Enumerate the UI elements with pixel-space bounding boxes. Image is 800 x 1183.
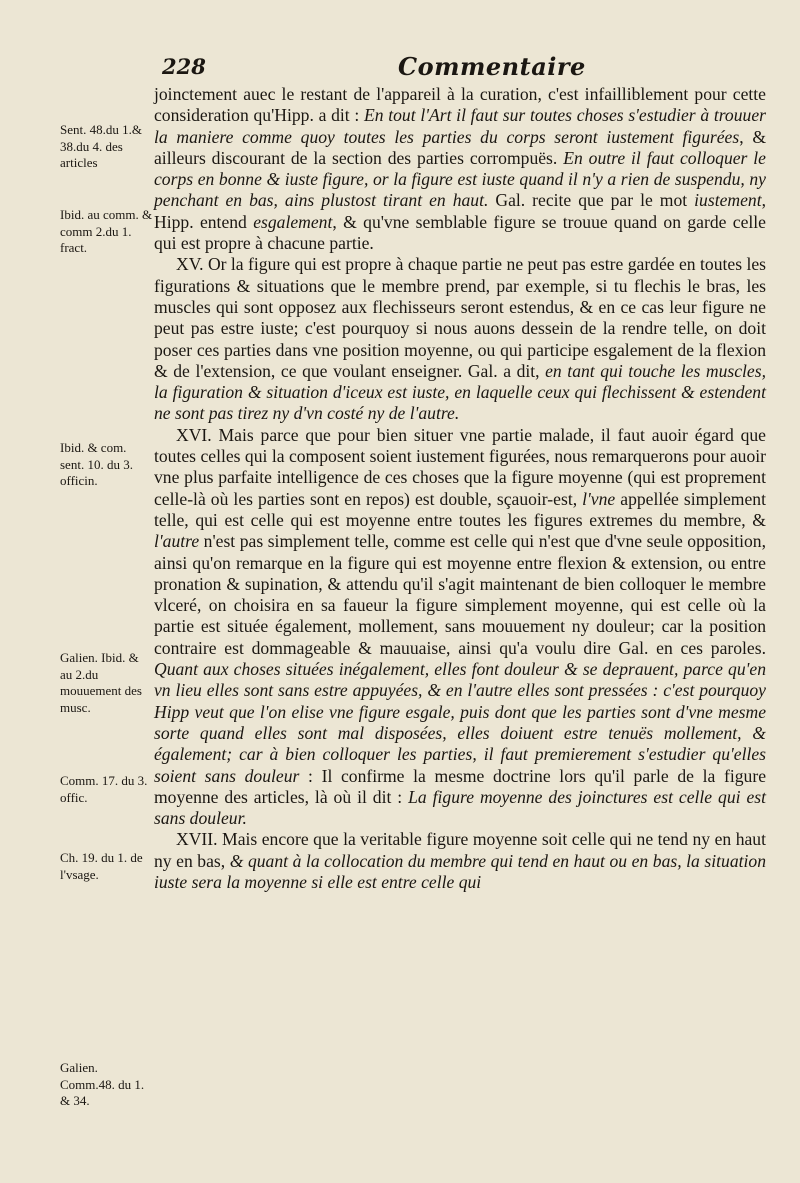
- margin-note: Comm. 17. du 3. offic.: [60, 773, 148, 805]
- text-run: XV. Or la figure qui est propre à chaque partie ne peut pas estre gardée en toutes les figurations & situations que le membre prend, par exemple, si tu flechis le bras, les muscles qui sont opposez aux flechisseurs seront estendus, & en ce cas leur figure ne peut pas estre iuste; c'est pourquoy si nous auons dessein de la rendre telle, on doit poser ces parties dans vne position moyenne, ou qui participe esgalement de la flexion & de l'extension, ce que voulant enseigner. Gal. a dit,: [154, 254, 766, 381]
- margin-note: Sent. 48.du 1.& 38.du 4. des articles: [60, 122, 142, 170]
- text-run: n'est pas simplement telle, comme est celle qui n'est que d'vne seule opposition, ainsi qu'on remarque en la figure qui est moyenne entre flexion & extension, ou entre pronation & supination, & attendu qu'il s'agit maintenant de bien colloquer le membre vlceré, on choisira en sa faueur la figure simplement moyenne, qui est celle où la partie est située également, mollement, sans mouuement ny douleur; car la position contraire est dommageable & mauuaise, ainsi qu'a voulu dire Gal. en ces paroles.: [154, 531, 766, 658]
- italic-run: en tant qui touche les muscles, la figuration & situation d'iceux est iuste, en laquelle ceux qui flechissent & estendent ne sont pas tirez ny d'vn costé ny de l'autre.: [154, 360, 766, 424]
- running-title: Commentaire: [398, 52, 586, 81]
- margin-note: Ibid. & com. sent. 10. du 3. officin.: [60, 440, 133, 488]
- text-run: , & qu'vne semblable figure se trouue quand on garde celle qui est propre à chacune partie.: [154, 211, 766, 254]
- italic-run: Quant aux choses situées inégalement, elles font douleur & se deprauent, parce qu'en vn lieu elles sont sans estre appuyées, & en l'autre elles sont pressées : c'est pourquoy Hipp veut que l'on elise vne figure esgale, puis dont que les parties sont d'vne mesme sorte quand elles sont mal disposées, elles doiuent estre tenuës mollement, & également; car à bien colloquer les parties, il faut premierement s'estudier qu'elles soient sans douleur: [154, 659, 766, 786]
- italic-run: l'vne: [582, 488, 616, 509]
- paragraph: [154, 84, 766, 254]
- text-run: XVI. Mais parce que pour bien situer vne partie malade, il faut auoir égard que toutes celles qui la composent soient iustement figurées, nous remarquerons pour auoir vne plus parfaite intelligence de ces choses que la figure moyenne (qui est proprement celle-là où les parties sont en repos) est double, sçauoir-est,: [154, 424, 766, 509]
- text-run: : Il confirme la mesme doctrine lors qu'il parle de la figure moyenne des articles, là où il dit :: [154, 765, 767, 807]
- italic-run: & quant à la collocation du membre qui tend en haut ou en bas, la situation iuste sera la moyenne si elle est entre celle qui: [154, 850, 766, 892]
- italic-run: l'autre: [154, 531, 200, 552]
- main-text: [154, 84, 766, 893]
- margin-note: Ch. 19. du 1. de l'vsage.: [60, 850, 143, 882]
- margin-note: Ibid. au comm. & comm 2.du 1. fract.: [60, 207, 153, 255]
- text-run: joinctement auec le restant de l'appareil à la curation, c'est infailliblement pour cette consideration qu'Hipp. a dit :: [154, 84, 766, 126]
- italic-run: En outre il faut colloquer le corps en bonne & iuste figure, or la figure est iuste quand il n'y a rien de suspendu, ny penchant en bas, ains plustost tirant en haut.: [154, 147, 766, 211]
- paragraph: [154, 254, 766, 424]
- margin-note: Galien. Comm.48. du 1. & 34.: [60, 1060, 145, 1108]
- italic-run: iustement: [694, 190, 762, 211]
- text-run: Gal. recite que par le mot: [488, 190, 695, 211]
- italic-run: esgalement: [253, 211, 333, 232]
- italic-run: La figure moyenne des joinctures est celle qui est sans douleur.: [154, 786, 766, 829]
- page-number: 228: [162, 54, 206, 79]
- text-run: , Hipp. entend: [154, 190, 766, 232]
- page-header: [0, 52, 800, 84]
- italic-run: En tout l'Art il faut sur toutes choses s'estudier à trouuer la maniere comme quoy toutes les parties du corps seront iustement figurées: [154, 105, 766, 147]
- text-run: XVII. Mais encore que la veritable figure moyenne soit celle qui ne tend ny en haut ny en bas,: [154, 829, 766, 871]
- text-run: appellée simplement telle, qui est celle qui est moyenne entre toutes les figures extremes du membre, &: [154, 488, 766, 530]
- margin-note: Galien. Ibid. & au 2.du mouuement des musc.: [60, 650, 142, 715]
- text-run: , & ailleurs discourant de la section des parties corrompuës.: [154, 126, 767, 168]
- paragraph: [154, 829, 766, 893]
- paragraph: [154, 425, 766, 830]
